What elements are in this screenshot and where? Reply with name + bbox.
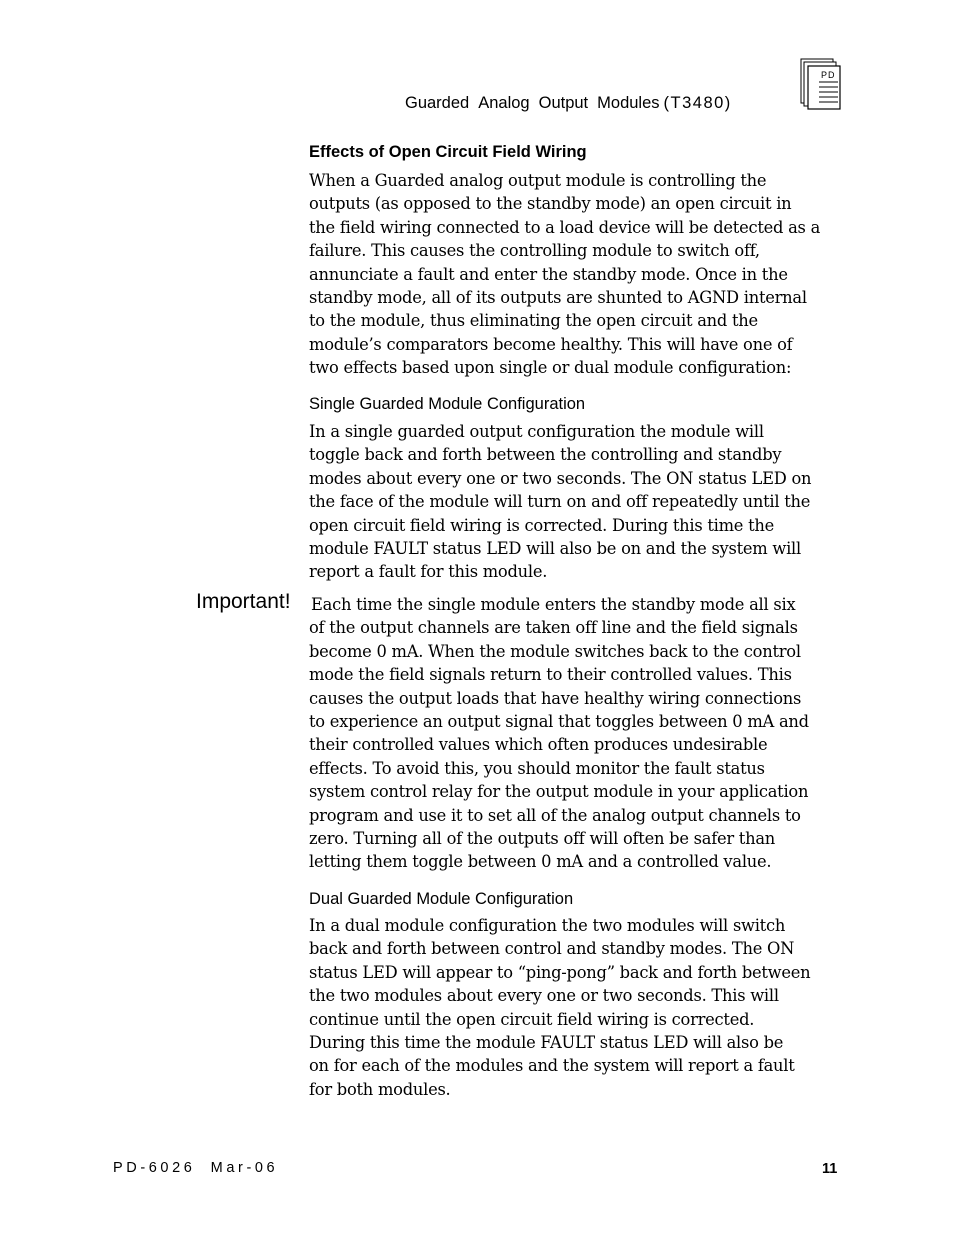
paragraph-open-circuit <box>309 169 849 380</box>
text-line: on for each of the modules and the system will report a fault <box>309 1056 795 1076</box>
text-line: toggle back and forth between the controlling and standby <box>309 445 782 465</box>
pd-icon-label: PD <box>821 70 836 80</box>
paragraph-dual <box>309 914 849 1101</box>
section-heading-open-circuit: Effects of Open Circuit Field Wiring <box>309 143 587 161</box>
text-line: for both modules. <box>309 1079 451 1099</box>
text-line: their controlled values which often produces undesirable <box>309 735 768 755</box>
header-word: Analog <box>478 94 530 112</box>
text-line: failure. This causes the controlling module to switch off, <box>309 241 760 261</box>
important-label: Important! <box>196 590 291 613</box>
text-line: zero. Turning all of the outputs off will often be safer than <box>309 829 776 849</box>
paragraph-single <box>309 420 849 584</box>
text-line: program and use it to set all of the analog output channels to <box>309 805 801 825</box>
running-header <box>405 94 785 113</box>
text-line: In a dual module configuration the two modules will switch <box>309 916 786 935</box>
text-line: Each time the single module enters the standby mode all six <box>311 595 796 614</box>
text-line: outputs (as opposed to the standby mode) an open circuit in <box>309 194 792 214</box>
text-line: module’s comparators become healthy. This will have one of <box>309 334 793 354</box>
text-line: causes the output loads that have healthy wiring connections <box>309 688 802 708</box>
header-word: Output <box>538 94 589 112</box>
text-line: two effects based upon single or dual module configuration: <box>309 358 792 378</box>
text-line: effects. To avoid this, you should monitor the fault status <box>309 758 765 778</box>
text-line: status LED will appear to “ping-pong” back and forth between <box>309 962 811 982</box>
text-line: During this time the module FAULT status LED will also be <box>309 1033 784 1053</box>
text-line: modes about every one or two seconds. The ON status LED on <box>309 468 812 488</box>
header-word: Modules <box>597 94 660 112</box>
header-model-code: (T3480) <box>663 94 732 112</box>
text-line: continue until the open circuit field wiring is corrected. <box>309 1009 755 1029</box>
text-line: report a fault for this module. <box>309 562 548 582</box>
paragraph-important <box>309 593 849 874</box>
text-line: system control relay for the output module in your application <box>309 782 809 802</box>
text-line: mode the field signals return to their controlled values. This <box>309 665 792 685</box>
sub-heading-dual: Dual Guarded Module Configuration <box>309 890 574 908</box>
text-line: become 0 mA. When the module switches back to the control <box>309 641 801 661</box>
text-line: the two modules about every one or two seconds. This will <box>309 986 779 1006</box>
text-line: open circuit field wiring is corrected. During this time the <box>309 515 775 535</box>
text-line: back and forth between control and standby modes. The ON <box>309 939 795 959</box>
text-line: In a single guarded output configuration the module will <box>309 422 764 441</box>
header-word: Guarded <box>405 94 470 112</box>
text-line: to experience an output signal that toggles between 0 mA and <box>309 712 809 732</box>
text-line: to the module, thus eliminating the open circuit and the <box>309 311 758 331</box>
text-line: the face of the module will turn on and off repeatedly until the <box>309 492 811 512</box>
pd-document-icon <box>800 58 842 110</box>
text-line: of the output channels are taken off line and the field signals <box>309 618 798 638</box>
footer-document-id: PD-6026 Mar-06 <box>113 1160 279 1176</box>
text-line: When a Guarded analog output module is controlling the <box>309 171 767 190</box>
text-line: letting them toggle between 0 mA and a controlled value. <box>309 852 772 872</box>
text-line: annunciate a fault and enter the standby mode. Once in the <box>309 264 788 284</box>
text-line: the field wiring connected to a load device will be detected as a <box>309 217 821 237</box>
text-line: standby mode, all of its outputs are shunted to AGND internal <box>309 288 807 308</box>
sub-heading-single: Single Guarded Module Configuration <box>309 395 586 413</box>
text-line: module FAULT status LED will also be on and the system will <box>309 539 801 559</box>
page-number: 11 <box>822 1161 838 1177</box>
